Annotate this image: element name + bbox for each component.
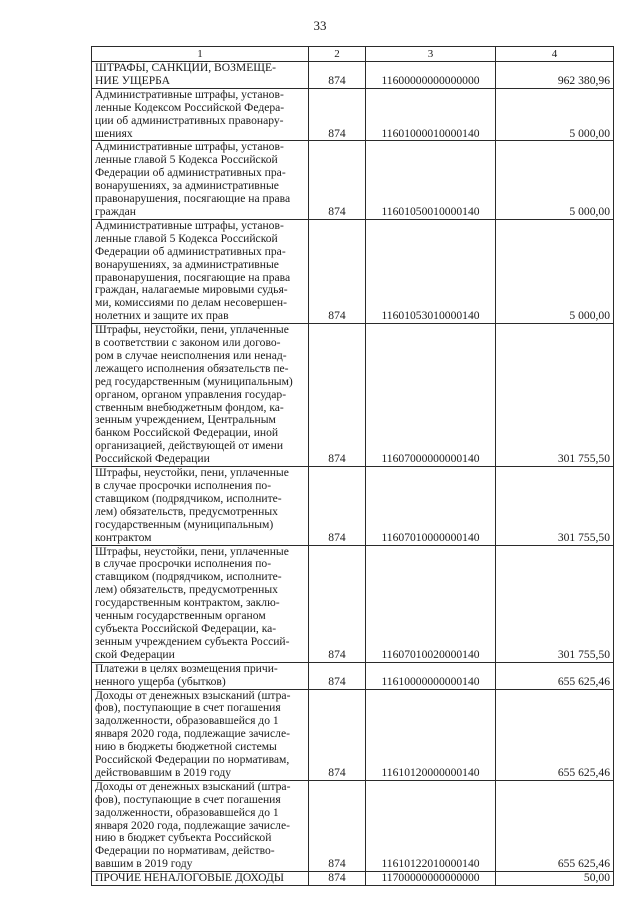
budget-classification-code: 11600000000000000 [366, 62, 496, 89]
administrator-code: 874 [309, 62, 366, 89]
revenue-item-name-line: Российской Федерации [95, 452, 210, 466]
revenue-item-name-line: Федерации по нормативам, действо- [95, 844, 275, 858]
revenue-item-name-line: ленные главой 5 Кодекса Российской [95, 153, 278, 167]
administrator-code: 874 [309, 689, 366, 780]
revenue-item-name [92, 872, 309, 886]
budget-classification-code: 11610120000000140 [366, 689, 496, 780]
revenue-item-name-line: ПРОЧИЕ НЕНАЛОГОВЫЕ ДОХОДЫ [95, 871, 284, 885]
revenue-item-name-line: ставщиком (подрядчиком, исполните- [95, 570, 282, 584]
revenue-item-name-line: лем) обязательств, предусмотренных [95, 583, 278, 597]
revenue-item-name-line: ской Федерации [95, 647, 175, 661]
page-number: 33 [313, 18, 327, 33]
budget-classification-code: 11607000000000140 [366, 324, 496, 467]
revenue-item-name-line: нию в бюджет субъекта Российской [95, 831, 272, 845]
revenue-item-name-line: Федерации об административных пра- [95, 166, 286, 180]
administrator-code: 874 [309, 662, 366, 689]
revenue-item-name-line: Платежи в целях возмещения причи- [95, 662, 278, 675]
revenue-item-name-line: зенным учреждением субъекта Россий- [95, 634, 290, 648]
table-row [92, 62, 614, 89]
revenue-item-name-line: граждан, налагаемые мировыми судья- [95, 283, 288, 297]
administrator-code: 874 [309, 219, 366, 323]
revenue-item-name-line: нолетних и защите их прав [95, 309, 229, 323]
table-header-row [92, 47, 614, 62]
budget-classification-code: 11601053010000140 [366, 219, 496, 323]
revenue-item-name-line: вавшим в 2019 году [95, 857, 193, 871]
table-row [92, 324, 614, 467]
revenue-item-name-line: Штрафы, неустойки, пени, уплаченные [95, 466, 289, 480]
amount-value: 962 380,96 [496, 62, 614, 89]
budget-classification-code: 11601000010000140 [366, 88, 496, 141]
amount-value: 301 755,50 [496, 545, 614, 662]
amount-value: 301 755,50 [496, 467, 614, 545]
revenue-item-name [92, 62, 309, 89]
revenue-item-name-line: ленные Кодексом Российской Федера- [95, 100, 285, 114]
column-header-name: 1 [92, 47, 309, 62]
revenue-item-name-line: Доходы от денежных взысканий (штра- [95, 689, 291, 702]
revenue-item-name-line: лем) обязательств, предусмотренных [95, 504, 278, 518]
revenue-item-name-line: фов), поступающие в счет погашения [95, 701, 281, 715]
revenue-item-name-line: ШТРАФЫ, САНКЦИИ, ВОЗМЕЩЕ- [95, 61, 276, 74]
revenue-item-name-line: лежащего исполнения обязательств пе- [95, 361, 289, 375]
amount-value: 5 000,00 [496, 88, 614, 141]
revenue-item-name-line: ставщиком (подрядчиком, исполните- [95, 491, 282, 505]
revenue-item-name [92, 141, 309, 219]
budget-revenue-table [91, 46, 614, 886]
column-header-amount: 4 [496, 47, 614, 62]
table-row [92, 662, 614, 689]
revenue-item-name-line: в случае просрочки исполнения по- [95, 479, 272, 492]
revenue-item-name-line: контрактом [95, 530, 152, 544]
revenue-item-name-line: Российской Федерации по нормативам, [95, 753, 290, 767]
revenue-item-name-line: субъекта Российской Федерации, ка- [95, 621, 277, 635]
budget-classification-code: 11610122010000140 [366, 780, 496, 871]
table-row [92, 545, 614, 662]
revenue-item-name-line: действовавшим в 2019 году [95, 765, 232, 779]
revenue-item-name [92, 545, 309, 662]
table-row [92, 780, 614, 871]
revenue-item-name [92, 88, 309, 141]
revenue-item-name-line: в соответствии с законом или догово- [95, 336, 281, 350]
revenue-item-name-line: задолженности, образовавшейся до 1 [95, 714, 279, 728]
administrator-code: 874 [309, 780, 366, 871]
amount-value: 655 625,46 [496, 662, 614, 689]
revenue-item-name-line: ред государственным (муниципальным) [95, 374, 293, 388]
revenue-item-name-line: правонарушения, посягающие на права [95, 192, 291, 206]
budget-classification-code: 11610000000000140 [366, 662, 496, 689]
revenue-item-name-line: ленные главой 5 Кодекса Российской [95, 231, 278, 245]
revenue-item-name-line: Административные штрафы, установ- [95, 219, 284, 232]
revenue-item-name-line: ственным внебюджетным фондом, ка- [95, 400, 284, 414]
revenue-item-name-line: задолженности, образовавшейся до 1 [95, 805, 279, 819]
revenue-item-name [92, 780, 309, 871]
budget-classification-code: 11700000000000000 [366, 872, 496, 886]
revenue-item-name-line: Федерации об административных пра- [95, 244, 286, 258]
revenue-item-name-line: зенным учреждением, Центральным [95, 413, 276, 427]
revenue-item-name-line: организацией, действующей от имени [95, 439, 284, 453]
revenue-item-name-line: государственным контрактом, заклю- [95, 596, 280, 610]
table-row [92, 689, 614, 780]
revenue-item-name-line: шениях [95, 126, 133, 140]
budget-classification-code: 11601050010000140 [366, 141, 496, 219]
revenue-item-name-line: Штрафы, неустойки, пени, уплаченные [95, 545, 289, 558]
revenue-item-name-line: Доходы от денежных взысканий (штра- [95, 780, 291, 793]
revenue-item-name-line: НИЕ УЩЕРБА [95, 73, 171, 87]
table-row [92, 219, 614, 323]
revenue-item-name-line: ром в случае неисполнения или ненад- [95, 348, 287, 362]
revenue-item-name-line: государственным (муниципальным) [95, 517, 274, 531]
budget-classification-code: 11607010020000140 [366, 545, 496, 662]
revenue-item-name-line: ненного ущерба (убытков) [95, 674, 226, 688]
table-row [92, 467, 614, 545]
amount-value: 655 625,46 [496, 780, 614, 871]
revenue-item-name-line: ченным государственным органом [95, 609, 266, 623]
table-row [92, 141, 614, 219]
revenue-item-name-line: в случае просрочки исполнения по- [95, 557, 272, 571]
revenue-item-name-line: органом, органом управления государ- [95, 387, 287, 401]
administrator-code: 874 [309, 324, 366, 467]
revenue-item-name-line: ми, комиссиями по делам несовершен- [95, 296, 287, 310]
revenue-item-name-line: Административные штрафы, установ- [95, 88, 284, 101]
column-header-code: 3 [366, 47, 496, 62]
revenue-item-name-line: банком Российской Федерации, иной [95, 426, 279, 440]
administrator-code: 874 [309, 467, 366, 545]
revenue-item-name-line: Административные штрафы, установ- [95, 140, 284, 154]
column-header-admin: 2 [309, 47, 366, 62]
administrator-code: 874 [309, 141, 366, 219]
amount-value: 301 755,50 [496, 324, 614, 467]
revenue-item-name-line: вонарушениях, за административные [95, 257, 279, 271]
revenue-item-name-line: граждан [95, 204, 136, 218]
administrator-code: 874 [309, 88, 366, 141]
revenue-item-name-line: нию в бюджеты бюджетной системы [95, 740, 277, 754]
amount-value: 50,00 [496, 872, 614, 886]
table-row [92, 872, 614, 886]
revenue-item-name [92, 689, 309, 780]
revenue-item-name [92, 324, 309, 467]
amount-value: 5 000,00 [496, 219, 614, 323]
administrator-code: 874 [309, 545, 366, 662]
revenue-item-name-line: Штрафы, неустойки, пени, уплаченные [95, 323, 289, 337]
revenue-item-name [92, 467, 309, 545]
revenue-item-name [92, 662, 309, 689]
budget-classification-code: 11607010000000140 [366, 467, 496, 545]
administrator-code: 874 [309, 872, 366, 886]
revenue-item-name-line: фов), поступающие в счет погашения [95, 792, 281, 806]
amount-value: 5 000,00 [496, 141, 614, 219]
revenue-item-name-line: ции об административных правонару- [95, 113, 284, 127]
revenue-item-name [92, 219, 309, 323]
amount-value: 655 625,46 [496, 689, 614, 780]
revenue-item-name-line: правонарушения, посягающие на права [95, 270, 291, 284]
revenue-item-name-line: января 2020 года, подлежащие зачисле- [95, 818, 290, 832]
revenue-item-name-line: вонарушениях, за административные [95, 179, 279, 193]
revenue-item-name-line: января 2020 года, подлежащие зачисле- [95, 727, 290, 741]
table-row [92, 88, 614, 141]
